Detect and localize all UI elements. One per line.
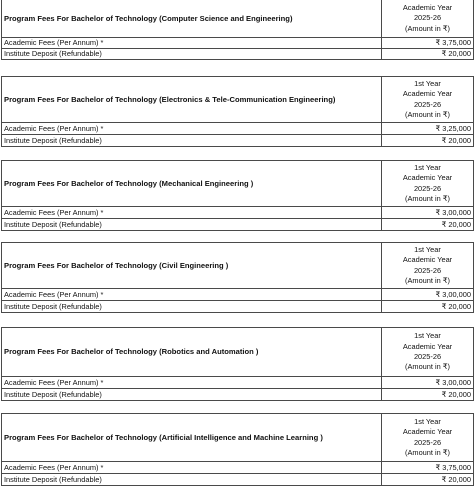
table-row — [2, 289, 474, 301]
fee-amount: ₹ 20,000 — [382, 219, 474, 231]
fee-label: Academic Fees (Per Annum) * — [2, 289, 382, 301]
year-header-line: (Amount in ₹) — [405, 362, 450, 372]
program-title: Program Fees For Bachelor of Technology (Artificial Intelligence and Machine Learning ) — [2, 414, 382, 462]
academic-year-header — [382, 77, 474, 123]
year-header-line: 2025-26 — [413, 183, 442, 193]
fee-label: Academic Fees (Per Annum) * — [2, 377, 382, 389]
fee-amount: ₹ 20,000 — [382, 49, 474, 60]
program-title: Program Fees For Bachelor of Technology (Mechanical Engineering ) — [2, 161, 382, 207]
academic-year-header — [382, 0, 474, 38]
table-row — [2, 123, 474, 135]
fee-amount: ₹ 20,000 — [382, 135, 474, 147]
fee-amount: ₹ 3,00,000 — [382, 289, 474, 301]
year-header-line: 2025-26 — [413, 352, 442, 361]
fee-amount: ₹ 3,00,000 — [382, 207, 474, 219]
fee-label: Institute Deposit (Refundable) — [2, 135, 382, 147]
fee-table-computer-science — [1, 0, 474, 60]
fee-table-civil — [1, 242, 474, 313]
table-row — [2, 207, 474, 219]
fee-amount: ₹ 20,000 — [382, 301, 474, 313]
program-title: Program Fees For Bachelor of Technology (Electronics & Tele-Communication Engineering) — [2, 77, 382, 123]
fee-label: Institute Deposit (Refundable) — [2, 301, 382, 313]
table-row — [2, 377, 474, 389]
program-title: Program Fees For Bachelor of Technology (Civil Engineering ) — [2, 243, 382, 289]
year-header-line: 1st Year — [414, 78, 441, 88]
year-header-line: 2025-26 — [413, 13, 442, 23]
year-header-line: 1st Year — [414, 244, 441, 254]
fee-table-robotics — [1, 327, 474, 401]
fee-label: Academic Fees (Per Annum) * — [2, 123, 382, 135]
fee-table-mechanical — [1, 160, 474, 231]
year-header-line: Academic Year — [402, 2, 453, 12]
year-header-line: 2025-26 — [413, 265, 442, 275]
year-header-line: (Amount in ₹) — [405, 275, 450, 285]
year-header-line: 2025-26 — [413, 99, 442, 109]
fee-label: Academic Fees (Per Annum) * — [2, 38, 382, 49]
year-header-line: (Amount in ₹) — [405, 447, 450, 457]
table-row — [2, 389, 474, 401]
table-row — [2, 219, 474, 231]
table-row — [2, 462, 474, 474]
year-header-line: Academic Year — [402, 173, 453, 183]
academic-year-header — [382, 243, 474, 289]
fee-amount: ₹ 20,000 — [382, 389, 474, 401]
year-header-line: (Amount in ₹) — [405, 23, 450, 33]
fee-amount: ₹ 3,25,000 — [382, 123, 474, 135]
fee-label: Academic Fees (Per Annum) * — [2, 207, 382, 219]
academic-year-header — [382, 328, 474, 377]
table-row — [2, 49, 474, 60]
table-row — [2, 474, 474, 486]
year-header-line: (Amount in ₹) — [405, 109, 450, 119]
program-title: Program Fees For Bachelor of Technology (Computer Science and Engineering) — [2, 0, 382, 38]
fee-amount: ₹ 3,00,000 — [382, 377, 474, 389]
fee-label: Institute Deposit (Refundable) — [2, 389, 382, 401]
fee-table-electronics — [1, 76, 474, 147]
fee-amount: ₹ 20,000 — [382, 474, 474, 486]
year-header-line: 1st Year — [414, 331, 441, 341]
fee-label: Academic Fees (Per Annum) * — [2, 462, 382, 474]
year-header-line: Academic Year — [402, 89, 453, 99]
year-header-line: 1st Year — [414, 416, 441, 426]
year-header-line: (Amount in ₹) — [405, 193, 450, 203]
table-row — [2, 135, 474, 147]
fee-label: Institute Deposit (Refundable) — [2, 49, 382, 60]
academic-year-header — [382, 414, 474, 462]
academic-year-header — [382, 161, 474, 207]
year-header-line: Academic Year — [402, 255, 453, 265]
year-header-line: 1st Year — [414, 162, 441, 172]
fee-amount: ₹ 3,75,000 — [382, 38, 474, 49]
fee-table-ai-ml — [1, 413, 474, 486]
fee-label: Institute Deposit (Refundable) — [2, 474, 382, 486]
program-title: Program Fees For Bachelor of Technology (Robotics and Automation ) — [2, 328, 382, 377]
year-header-line: Academic Year — [402, 341, 453, 351]
year-header-line: 2025-26 — [413, 437, 442, 447]
fee-amount: ₹ 3,75,000 — [382, 462, 474, 474]
table-row — [2, 301, 474, 313]
table-row — [2, 38, 474, 49]
fee-label: Institute Deposit (Refundable) — [2, 219, 382, 231]
year-header-line: Academic Year — [402, 427, 453, 437]
